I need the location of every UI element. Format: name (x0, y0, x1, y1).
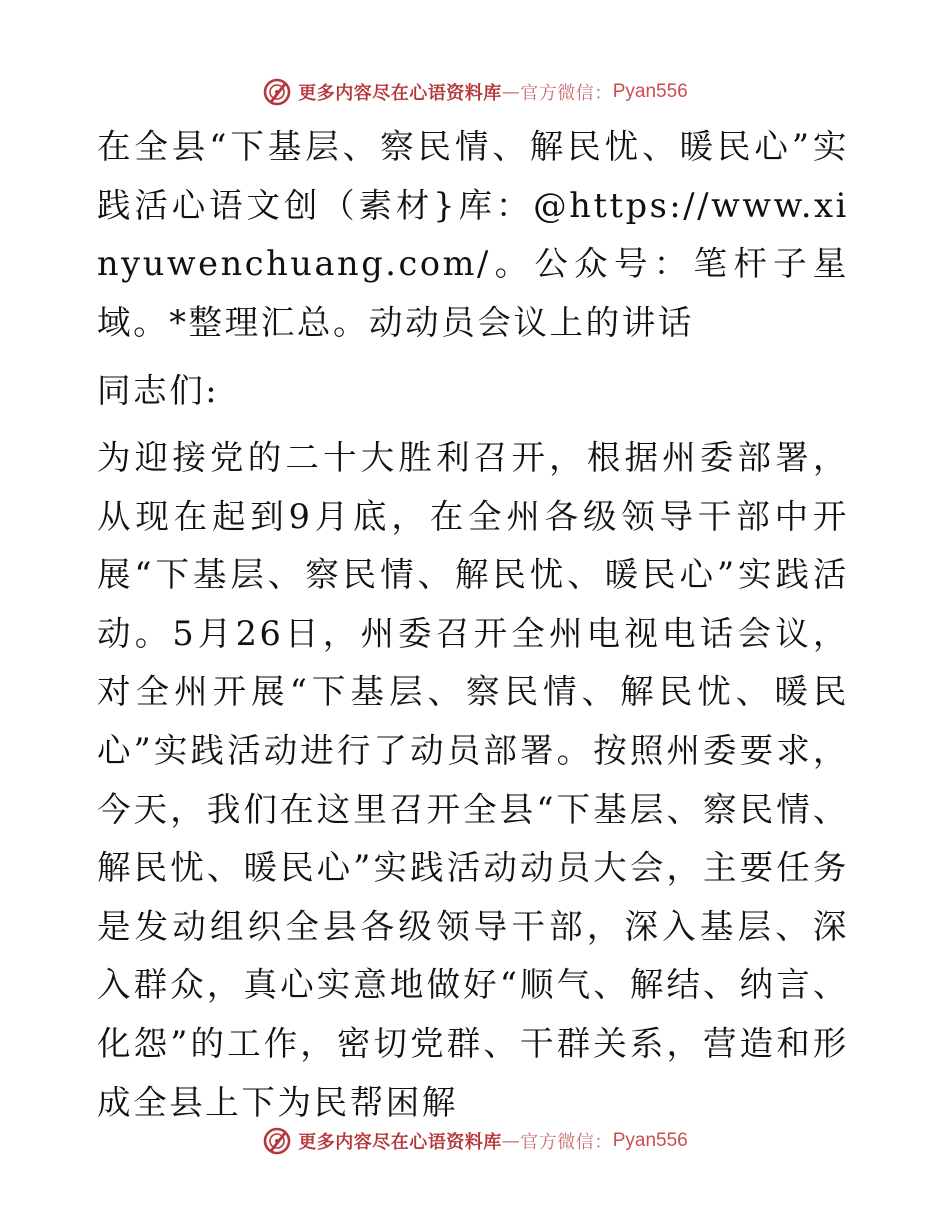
document-salutation: 同志们: (97, 371, 220, 411)
watermark-wechat-id: Pyan556 (612, 1130, 688, 1151)
quill-seal-logo-icon (262, 1126, 292, 1156)
watermark-banner-top (0, 72, 950, 112)
watermark-wechat-label: 官方微信： (520, 83, 613, 104)
watermark-wechat-id: Pyan556 (612, 81, 688, 102)
watermark-wechat-label: 官方微信： (520, 1132, 613, 1153)
document-title: 在全县“下基层、察民情、解民忧、暖民心”实践活心语文创（素材}库：@https://www.xinyuwenchuang.com/。公众号：笔杆子星域。*整理汇总。动动员会议上的讲话 (97, 127, 849, 342)
watermark-banner-bottom (0, 1121, 950, 1161)
watermark-separator: — (501, 81, 521, 103)
quill-seal-logo-icon (262, 77, 292, 107)
watermark-site-text: 更多内容尽在心语资料库 (298, 1132, 502, 1153)
watermark-separator: — (501, 1130, 521, 1152)
watermark-site-text: 更多内容尽在心语资料库 (298, 83, 502, 104)
document-body (97, 118, 849, 1132)
document-paragraph: 为迎接党的二十大胜利召开，根据州委部署，从现在起到9月底，在全州各级领导干部中开展“下基层、察民情、解民忧、暖民心”实践活动。5月26日，州委召开全州电视电话会议，对全州开展“下基层、察民情、解民忧、暖民心”实践活动进行了动员部署。按照州委要求，今天，我们在这里召开全县“下基层、察民情、解民忧、暖民心”实践活动动员大会，主要任务是发动组织全县各级领导干部，深入基层、深入群众，真心实意地做好“顺气、解结、纳言、化怨”的工作，密切党群、干群关系，营造和形成全县上下为民帮困解 (97, 437, 849, 1122)
